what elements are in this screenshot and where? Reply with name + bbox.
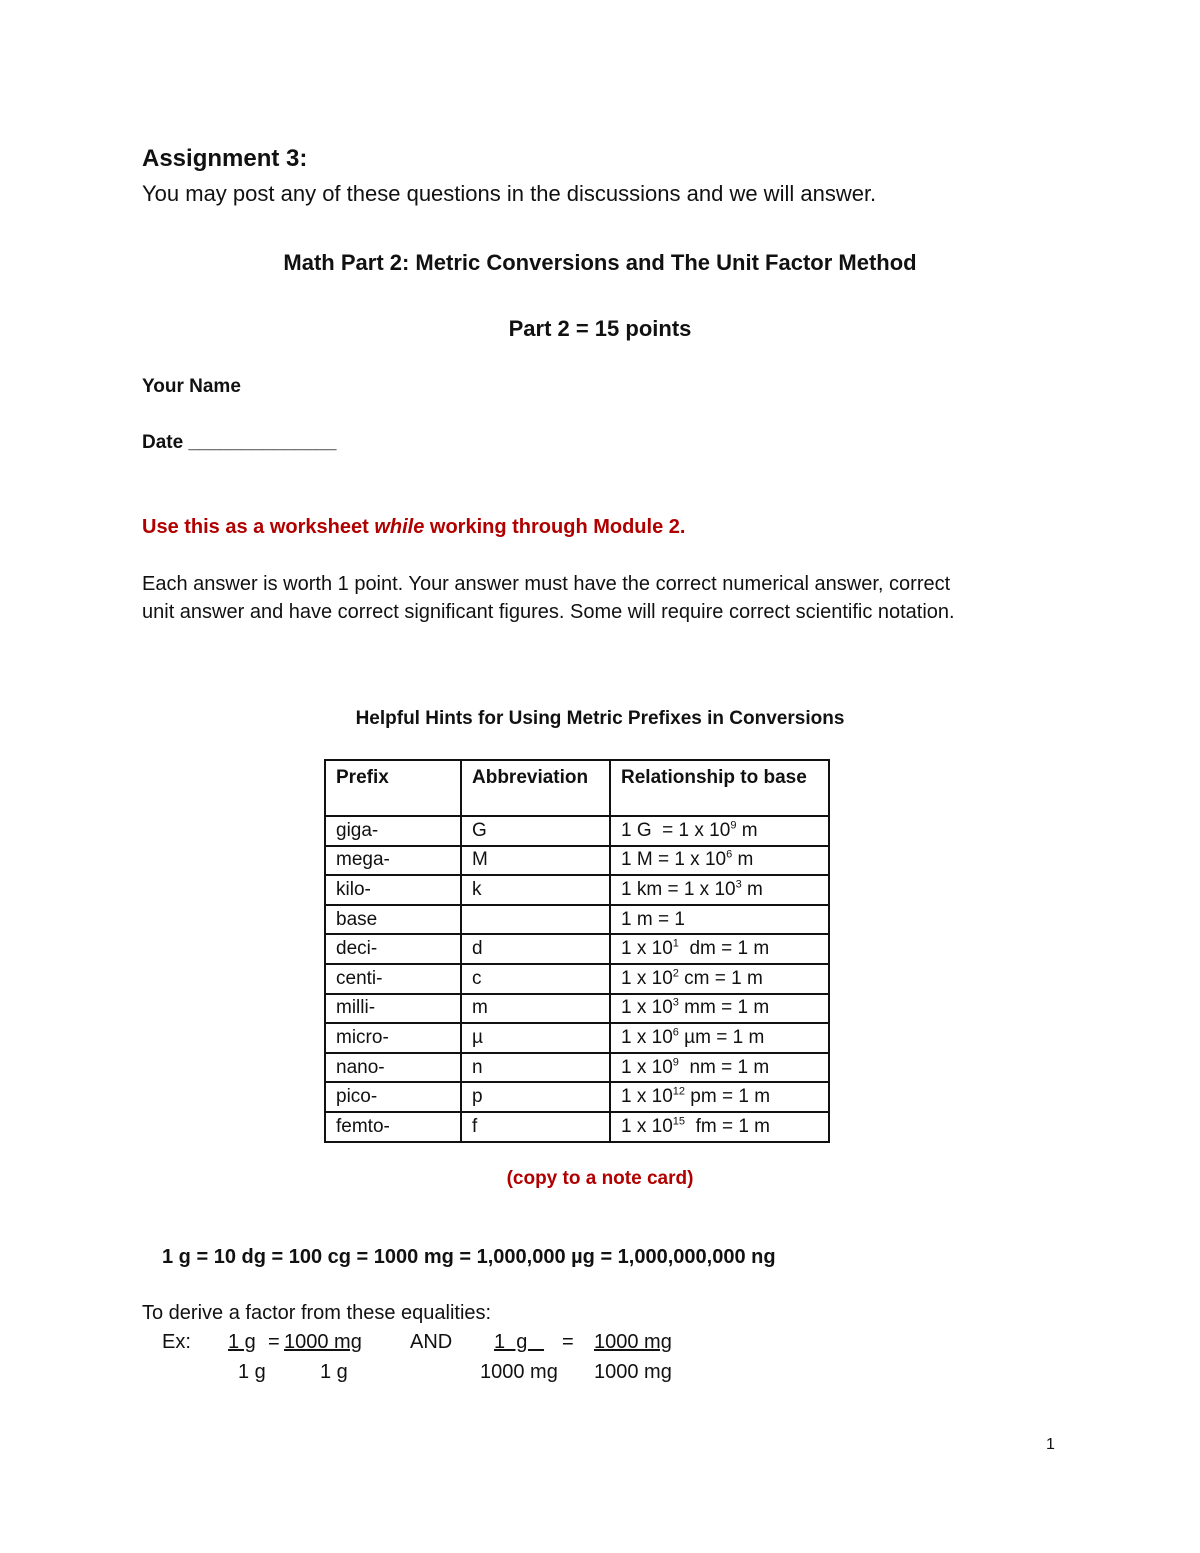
metric-prefix-table: [324, 759, 830, 1143]
relationship-text: 1 x 10: [621, 967, 673, 989]
example-equals-2: =: [562, 1331, 574, 1353]
hints-title: Helpful Hints for Using Metric Prefixes in Conversions: [355, 708, 845, 729]
abbreviation-cell: [461, 905, 610, 935]
abbreviation-cell: G: [461, 816, 610, 846]
relationship-unit: dm = 1 m: [678, 938, 770, 960]
exponent: 3: [735, 878, 742, 891]
derive-text: To derive a factor from these equalities:: [142, 1302, 492, 1324]
relationship-text: 1 x 10: [621, 1086, 673, 1108]
abbreviation-cell: k: [461, 875, 610, 905]
relationship-cell: [610, 1082, 829, 1112]
abbreviation-cell: p: [461, 1082, 610, 1112]
abbreviation-cell: m: [461, 994, 610, 1024]
exponent: 2: [672, 967, 679, 980]
exponent: 6: [672, 1026, 679, 1039]
gram-equality: 1 g = 10 dg = 100 cg = 1000 mg = 1,000,000 µg = 1,000,000,000 ng: [162, 1246, 776, 1268]
table-row: [325, 846, 829, 876]
exponent: 3: [672, 997, 679, 1010]
table-row: [325, 905, 829, 935]
relationship-cell: [610, 964, 829, 994]
subtitle: Math Part 2: Metric Conversions and The Unit Factor Method: [283, 250, 917, 275]
assignment-heading: Assignment 3:: [142, 145, 308, 172]
table-row: [325, 1053, 829, 1083]
intro-text: You may post any of these questions in the discussions and we will answer.: [142, 181, 877, 206]
relationship-cell: [610, 816, 829, 846]
prefix-cell: giga-: [325, 816, 461, 846]
relationship-unit: nm = 1 m: [678, 1056, 770, 1078]
prefix-cell: kilo-: [325, 875, 461, 905]
prefix-cell: centi-: [325, 964, 461, 994]
prefix-cell: pico-: [325, 1082, 461, 1112]
table-row: [325, 1112, 829, 1142]
example-numerator-4: 1000 mg: [594, 1331, 672, 1353]
page-number: 1: [1046, 1436, 1055, 1453]
relationship-cell: [610, 1112, 829, 1142]
header-abbreviation: Abbreviation: [461, 760, 610, 816]
prefix-cell: femto-: [325, 1112, 461, 1142]
relationship-text: 1 x 10: [621, 1115, 673, 1137]
prefix-cell: milli-: [325, 994, 461, 1024]
relationship-unit: m: [732, 849, 754, 871]
points-line: Part 2 = 15 points: [508, 316, 692, 341]
abbreviation-cell: d: [461, 934, 610, 964]
abbreviation-cell: n: [461, 1053, 610, 1083]
header-prefix: Prefix: [325, 760, 461, 816]
relationship-cell: [610, 905, 829, 935]
example-numerator-1: 1 g: [228, 1331, 256, 1353]
abbreviation-cell: µ: [461, 1023, 610, 1053]
exponent: 9: [730, 819, 737, 832]
exponent: 15: [672, 1115, 686, 1128]
worksheet-note: [142, 516, 685, 539]
relationship-text: 1 x 10: [621, 1056, 673, 1078]
exponent: 6: [726, 849, 733, 862]
relationship-cell: [610, 1053, 829, 1083]
worksheet-note-before: Use this as a worksheet: [142, 516, 375, 538]
name-label: Your Name: [142, 376, 241, 397]
exponent: 9: [672, 1056, 679, 1069]
prefix-cell: micro-: [325, 1023, 461, 1053]
abbreviation-cell: M: [461, 846, 610, 876]
example-numerator-3: 1 g: [494, 1331, 545, 1353]
relationship-text: 1 x 10: [621, 938, 673, 960]
example-equals-1: =: [268, 1331, 280, 1353]
instructions-line-2: unit answer and have correct significant figures. Some will require correct scientific notation.: [142, 601, 955, 623]
example-denominator-2: 1 g: [320, 1361, 348, 1383]
relationship-text: 1 x 10: [621, 997, 673, 1019]
instructions-line-1: Each answer is worth 1 point. Your answer must have the correct numerical answer, correct: [142, 573, 951, 595]
table-row: [325, 934, 829, 964]
relationship-text: 1 m = 1: [621, 908, 685, 930]
relationship-unit: m: [736, 819, 758, 841]
prefix-cell: deci-: [325, 934, 461, 964]
example-and: AND: [410, 1331, 453, 1353]
prefix-cell: base: [325, 905, 461, 935]
relationship-unit: mm = 1 m: [678, 997, 770, 1019]
relationship-cell: [610, 934, 829, 964]
table-row: [325, 1023, 829, 1053]
relationship-unit: fm = 1 m: [685, 1115, 771, 1137]
relationship-unit: m: [741, 878, 763, 900]
prefix-cell: nano-: [325, 1053, 461, 1083]
worksheet-note-after: working through Module 2.: [424, 516, 686, 538]
relationship-text: 1 x 10: [621, 1026, 673, 1048]
relationship-unit: µm = 1 m: [678, 1026, 765, 1048]
table-row: [325, 816, 829, 846]
exponent: 12: [672, 1085, 686, 1098]
example-denominator-4: 1000 mg: [594, 1361, 672, 1383]
relationship-unit: cm = 1 m: [678, 967, 763, 989]
prefix-cell: mega-: [325, 846, 461, 876]
date-label: Date ______________: [142, 432, 337, 453]
table-row: [325, 964, 829, 994]
relationship-cell: [610, 846, 829, 876]
relationship-text: 1 M = 1 x 10: [621, 849, 727, 871]
example-denominator-3: 1000 mg: [480, 1361, 558, 1383]
note-card-text: (copy to a note card): [506, 1168, 694, 1189]
worksheet-note-emph: while: [374, 516, 425, 538]
table-header-row: [325, 760, 829, 816]
relationship-cell: [610, 1023, 829, 1053]
exponent: 1: [672, 937, 679, 950]
example-denominator-1: 1 g: [238, 1361, 266, 1383]
relationship-text: 1 km = 1 x 10: [621, 878, 736, 900]
relationship-unit: pm = 1 m: [685, 1086, 771, 1108]
relationship-text: 1 G = 1 x 10: [621, 819, 731, 841]
example-label: Ex:: [162, 1331, 191, 1353]
table-row: [325, 994, 829, 1024]
table-row: [325, 1082, 829, 1112]
example-numerator-2: 1000 mg: [284, 1331, 362, 1353]
abbreviation-cell: f: [461, 1112, 610, 1142]
relationship-cell: [610, 875, 829, 905]
abbreviation-cell: c: [461, 964, 610, 994]
relationship-cell: [610, 994, 829, 1024]
table-row: [325, 875, 829, 905]
header-relationship: Relationship to base: [610, 760, 829, 816]
